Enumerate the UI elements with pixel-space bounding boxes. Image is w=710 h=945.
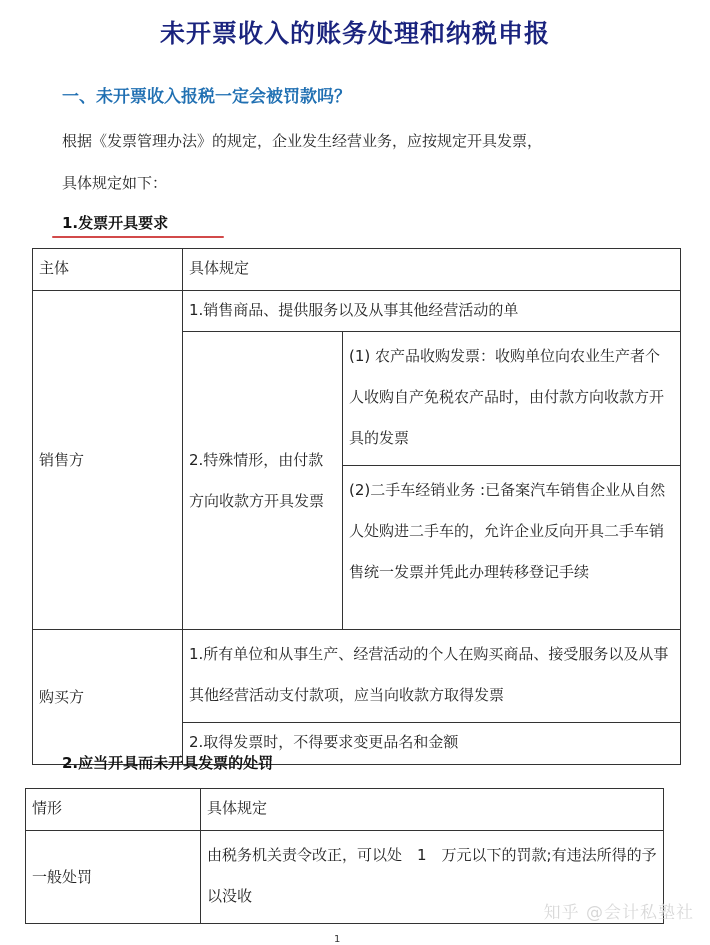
header-subject: 主体 [33, 249, 183, 291]
subsection-heading-2: 2.应当开具而未开具发票的处罚 [62, 754, 274, 772]
seller-label: 销售方 [33, 291, 183, 630]
seller-rule-2: 2.特殊情形，由付款方向收款方开具发票 [183, 332, 343, 630]
section-heading: 一、未开票收入报税一定会被罚款吗？ [62, 87, 351, 107]
general-penalty-label: 一般处罚 [26, 831, 201, 924]
seller-rule-1: 1.销售商品、提供服务以及从事其他经营活动的单 [183, 291, 681, 332]
document-title: 未开票收入的账务处理和纳税申报 [159, 19, 550, 48]
invoice-requirements-table [32, 248, 681, 765]
header-rule: 具体规定 [183, 249, 681, 291]
buyer-rule-1: 1.所有单位和从事生产、经营活动的个人在购买商品、接受服务以及从事其他经营活动支付款项，应当向收款方取得发票 [183, 630, 681, 723]
seller-rule-2b: (2)二手车经销业务 :已备案汽车销售企业从自然人处购进二手车的，允许企业反向开具二手车销售统一发票并凭此办理转移登记手续 [343, 466, 681, 630]
subsection-heading-1: 1.发票开具要求 [62, 214, 169, 232]
page-number: 1 [334, 934, 341, 945]
intro-paragraph-line1: 根据《发票管理办法》的规定，企业发生经营业务，应按规定开具发票， [62, 132, 543, 150]
intro-paragraph-line2: 具体规定如下： [62, 174, 168, 192]
header-case: 情形 [26, 789, 201, 831]
heading-underline [52, 236, 224, 238]
buyer-rule-2: 2.取得发票时，不得要求变更品名和金额 [183, 723, 681, 765]
header-rule-2: 具体规定 [201, 789, 664, 831]
watermark: 知乎 @会计私塾社 [543, 903, 694, 923]
buyer-label: 购买方 [33, 630, 183, 765]
seller-rule-2a: (1) 农产品收购发票：收购单位向农业生产者个人收购自产免税农产品时，由付款方向收款方开具的发票 [343, 332, 681, 466]
general-penalty-rule: 由税务机关责令改正，可以处 1 万元以下的罚款;有违法所得的予以没收 [201, 831, 664, 924]
